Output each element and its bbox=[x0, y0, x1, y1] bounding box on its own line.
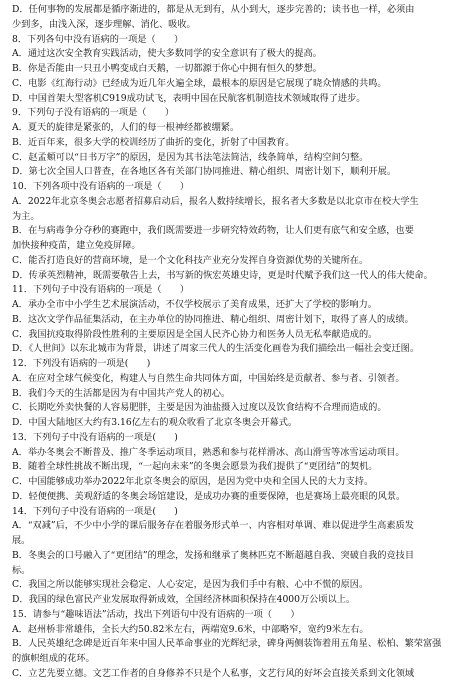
option-line: 加快接种疫苗，建立免疫屏障。 bbox=[12, 240, 141, 251]
option-line: C．赵孟頫可以“日书万字”的原因，是因为其书法笔法简洁，线条简单，结构空间匀整。 bbox=[12, 151, 369, 163]
option-line: C．长期吃外卖快餐的人容易肥胖，主要是因为油盐摄入过度以及饮食结构不合理而造成的。 bbox=[12, 402, 387, 414]
text-line: D．任何事物的发展都是循序渐进的，都是从无到有，从小到大，逐步完善的；读书也一样，必须由 bbox=[12, 4, 415, 15]
option-line: 标。 bbox=[12, 564, 31, 576]
option-line: C．中国能够成功举办2022年北京冬奥会的原因，是因为党中央和全国人民的大力支持。 bbox=[12, 476, 374, 487]
option-line: B．冬奥会的口号融入了“更团结”的理念，发扬和继承了奥林匹克不断超越自我、突破自我的竞技目 bbox=[12, 549, 415, 561]
question-heading: 15．请参与“趣味语法”活动，找出下列语句中没有语病的一项（ ） bbox=[12, 608, 300, 620]
option-line: B．近百年来，很多大学的校训经历了曲折的变化，折射了中国教育。 bbox=[12, 136, 295, 148]
option-line: 展。 bbox=[12, 535, 31, 546]
option-line: D．我国的绿色富民产业发展取得新成效，全国经济林面积保持在4000万公顷以上。 bbox=[12, 594, 356, 605]
option-line: D．中国大陆地区大约有3.16亿左右的观众收看了北京冬奥会开幕式。 bbox=[12, 417, 298, 428]
option-line: A．“双减”后，不少中小学的课后服务存在着服务形式单一、内容相对单调、难以促进学生高素质发 bbox=[12, 520, 414, 532]
option-line: A．举办冬奥会不断普及、推广冬季运动项目，熟悉和参与花样滑冰、高山滑雪等冰雪运动项目。 bbox=[12, 446, 405, 458]
option-line: B．随着全球性挑战不断出现，“一起向未来”的冬奥会愿景为我们提供了“更团结”的契机。 bbox=[12, 461, 378, 473]
option-line: B．我们今天的生活都是因为有中国共产党人的初心。 bbox=[12, 387, 231, 399]
option-line: A．通过这次安全教育实践活动，使大多数同学的安全意识有了极大的提高。 bbox=[12, 48, 322, 60]
option-line: C．我国抗疫取得阶段性胜利的主要原因是全国人民齐心协力和医务人员无私奉献造成的。 bbox=[12, 328, 378, 340]
option-line: D．《人世间》以东北城市为背景，讲述了周家三代人的生活变化画卷为我们描绘出一幅社会变迁图。 bbox=[12, 343, 420, 355]
option-line: A．赵州桥非常雄伟，全长大约50.82米左右，两端宽9.6米，中部略窄，宽约9米左右。 bbox=[12, 623, 369, 635]
option-line: B．这次文学作品征集活动，在主办单位的协同推进、精心组织、周密计划下，取得了喜人的成绩。 bbox=[12, 313, 414, 325]
option-line: A．在应对全球气候变化，构建人与自然生命共同体方面，中国始终是贡献者、参与者、引领者。 bbox=[12, 372, 405, 384]
option-line: A．2022年北京冬奥会志愿者招募启动后，报名人数持续增长，报名者大多数是以北京市在校大学生 bbox=[12, 195, 419, 207]
option-line: B．在与病毒争分夺秒的赛跑中，我们既需要进一步研究特效药物，让人们更有底气和安全感，也要 bbox=[12, 225, 414, 237]
question-heading: 14．下列句子中没有语病的一项是( ) bbox=[12, 505, 178, 517]
question-heading: 12．下列没有语病的一项是( ) bbox=[12, 358, 151, 369]
option-line: C．我国之所以能够实现社会稳定、人心安定，是因为我们手中有粮、心中不慌的原因。 bbox=[12, 579, 369, 591]
question-heading: 13．下列句子中没有语病的一项是( ) bbox=[12, 431, 178, 443]
option-line: B．人民英雄纪念碑是近百年来中国人民革命事业的光辉纪录，碑身两侧装饰着用五角星、松柏、繁荣富强 bbox=[12, 638, 442, 650]
question-heading: 9．下列句子没有语病的一项是（ ） bbox=[12, 107, 175, 119]
option-line: 为主。 bbox=[12, 210, 40, 222]
option-line: A．承办全市中小学生艺术展演活动，不仅学校展示了美育成果，还扩大了学校的影响力。 bbox=[12, 299, 377, 310]
option-line: B．你是否能由一只丑小鸭变成白天鹅，一切都源于你心中拥有恒久的梦想。 bbox=[12, 63, 322, 74]
text-line: 少到多，由浅入深，逐步理解、消化、吸收。 bbox=[12, 18, 196, 30]
option-line: C．立艺先要立德。文艺工作者的自身修养不只是个人私事，文艺行风的好坏会直接关系到文化领域 bbox=[12, 667, 415, 679]
question-heading: 11．下列句子中没有语病的一项是（ ） bbox=[12, 284, 190, 296]
option-line: 的旗帜组成的花环。 bbox=[12, 653, 95, 664]
option-line: D．第七次全国人口普查，在各地区各有关部门协同推进、精心组织、周密计划下，顺利开展。 bbox=[12, 166, 397, 178]
option-line: D．中国首架大型客机C919成功试飞，表明中国在民航客机制造技术领域取得了进步。 bbox=[12, 92, 366, 104]
question-heading: 10．下列各项中没有语病的一项是（ ） bbox=[12, 181, 190, 192]
question-heading: 8．下列各句中没有语病的一项是（ ） bbox=[12, 33, 184, 45]
option-line: A．夏天的旋律是紧张的，人们的每一根神经都被绷紧。 bbox=[12, 122, 240, 133]
option-line: C．电影《红海行动》已经成为近几年火遍全球，最根本的原因是它展现了晓众情感的共鸣。 bbox=[12, 77, 387, 89]
option-line: D．轻便便携、美观舒适的冬奥会场馆建设，是成功办赛的重要保障，也是赛场上最亮眼的风景。 bbox=[12, 490, 406, 502]
option-line: D．传承英烈精神，既需要敬告上去，书写新的恢宏英雄史诗，更是时代赋予我们这一代人的伟大使命。 bbox=[12, 269, 433, 281]
option-line: C．能否打造良好的营商环境，是一个文化科技产业充分发挥自身资源优势的关键所在。 bbox=[12, 254, 369, 266]
